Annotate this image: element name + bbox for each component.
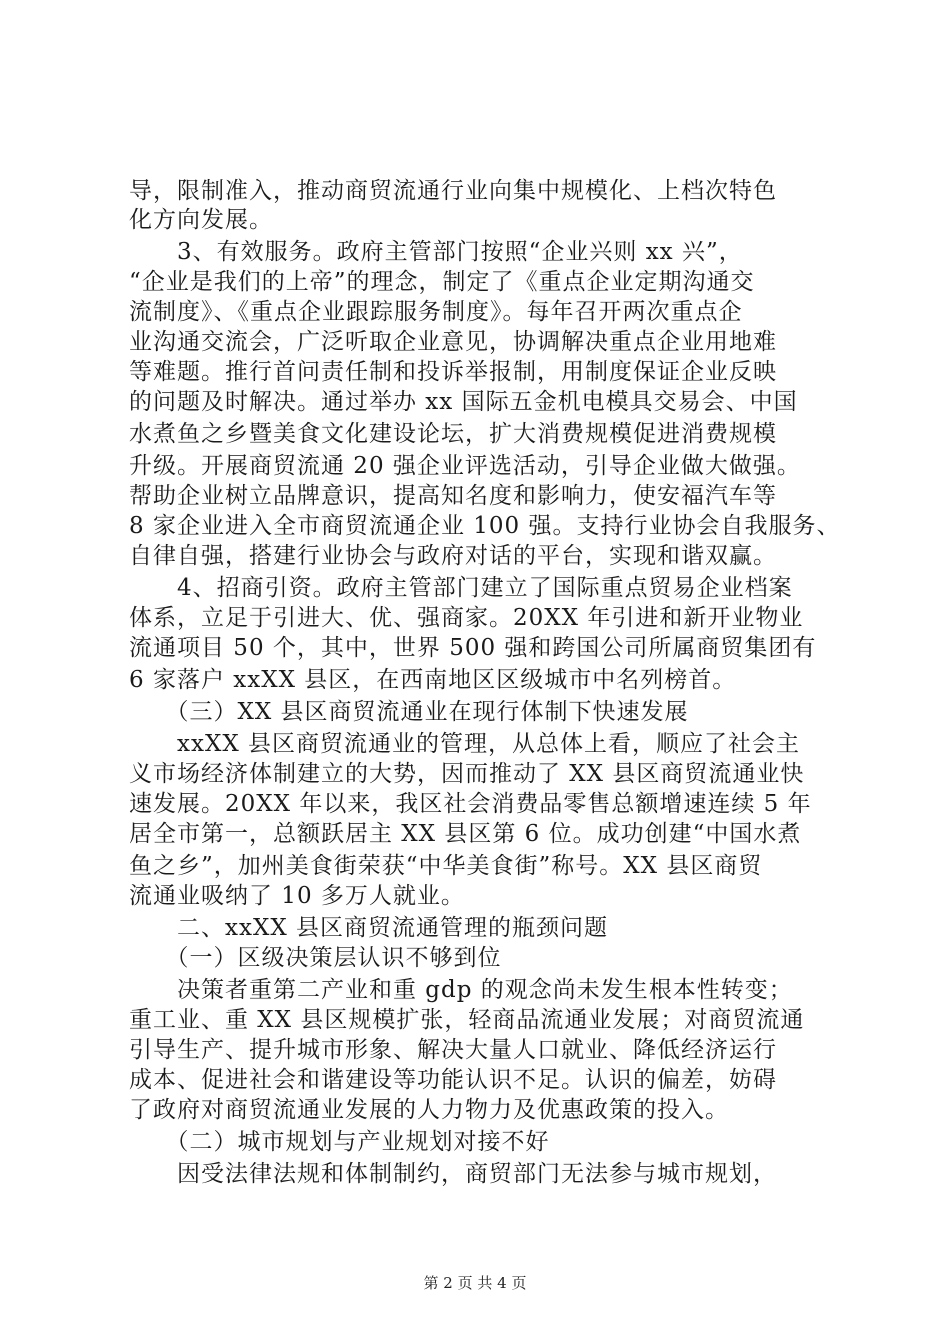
text-line: 水煮鱼之乡暨美食文化建设论坛，扩大消费规模促进消费规模 [129, 421, 777, 447]
text-line: 化方向发展。 [129, 207, 273, 233]
text-line: 升级。开展商贸流通 20 强企业评选活动，引导企业做大做强。 [129, 453, 801, 479]
text-line: 帮助企业树立品牌意识，提高知名度和影响力，使安福汽车等 [129, 483, 777, 509]
text-line: 等难题。推行首问责任制和投诉举报制，用制度保证企业反映 [129, 359, 777, 385]
text-line: 因受法律法规和体制制约，商贸部门无法参与城市规划， [129, 1161, 777, 1187]
text-line: 了政府对商贸流通业发展的人力物力及优惠政策的投入。 [129, 1097, 729, 1123]
text-line: 体系，立足于引进大、优、强商家。20XX 年引进和新开业物业 [129, 605, 804, 631]
text-line: 引导生产、提升城市形象、解决大量人口就业、降低经济运行 [129, 1037, 777, 1063]
text-line: 流制度》、《重点企业跟踪服务制度》。每年召开两次重点企 [129, 299, 743, 325]
text-line: “企业是我们的上帝”的理念，制定了《重点企业定期沟通交 [129, 269, 755, 295]
text-line: 决策者重第二产业和重 gdp 的观念尚未发生根本性转变； [129, 977, 793, 1003]
text-line: 6 家落户 xxXX 县区，在西南地区区级城市中名列榜首。 [129, 667, 737, 693]
section-heading: （一）区级决策层认识不够到位 [129, 945, 502, 971]
text-line: 义市场经济体制建立的大势，因而推动了 XX 县区商贸流通业快 [129, 761, 805, 787]
text-line: 自律自强，搭建行业协会与政府对话的平台，实现和谐双赢。 [129, 543, 777, 569]
section-heading: （二）城市规划与产业规划对接不好 [129, 1129, 550, 1155]
section-heading: 二、xxXX 县区商贸流通管理的瓶颈问题 [129, 915, 609, 941]
text-line: 业沟通交流会，广泛听取企业意见，协调解决重点企业用地难 [129, 329, 777, 355]
section-heading: （三）XX 县区商贸流通业在现行体制下快速发展 [129, 699, 689, 725]
text-line: 速发展。20XX 年以来，我区社会消费品零售总额增速连续 5 年 [129, 791, 812, 817]
text-line: 鱼之乡”，加州美食街荣获“中华美食街”称号。XX 县区商贸 [129, 853, 763, 879]
text-line: 居全市第一，总额跃居主 XX 县区第 6 位。成功创建“中国水煮 [129, 821, 802, 847]
text-line: 3、有效服务。政府主管部门按照“企业兴则 xx 兴”， [129, 239, 743, 265]
text-line: xxXX 县区商贸流通业的管理，从总体上看，顺应了社会主 [129, 731, 801, 757]
text-line: 重工业、重 XX 县区规模扩张，轻商品流通业发展；对商贸流通 [129, 1007, 805, 1033]
text-line: 8 家企业进入全市商贸流通企业 100 强。支持行业协会自我服务、 [129, 513, 841, 539]
text-line: 的问题及时解决。通过举办 xx 国际五金机电模具交易会、中国 [129, 389, 798, 415]
text-line: 4、招商引资。政府主管部门建立了国际重点贸易企业档案 [129, 575, 793, 601]
text-line: 流通业吸纳了 10 多万人就业。 [129, 883, 465, 909]
text-line: 导，限制准入，推动商贸流通行业向集中规模化、上档次特色 [129, 178, 777, 204]
text-line: 流通项目 50 个，其中，世界 500 强和跨国公司所属商贸集团有 [129, 635, 817, 661]
page-footer: 第 2 页 共 4 页 [423, 1274, 527, 1292]
text-line: 成本、促进社会和谐建设等功能认识不足。认识的偏差，妨碍 [129, 1067, 777, 1093]
